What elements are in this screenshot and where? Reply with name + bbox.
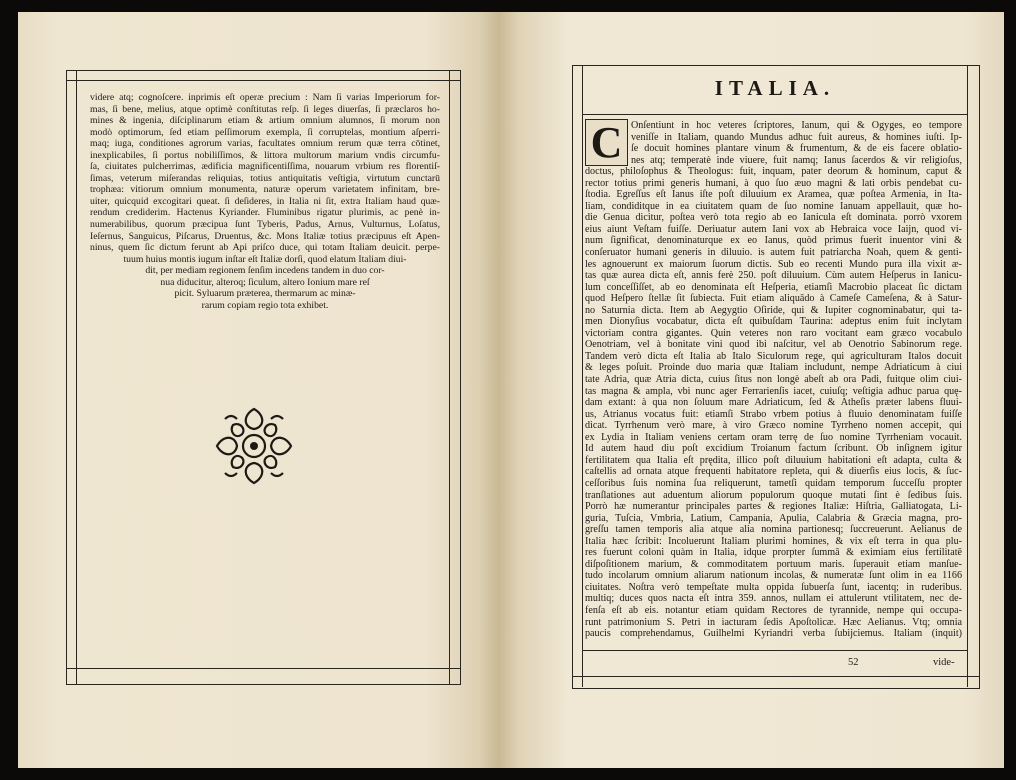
text-line: Onſentiunt in hoc veteres ſcriptores, Ianum, qui & Ogyges, eo tempore (631, 120, 962, 131)
text-line: lum conceſſiſſet, ab eo denominata eſt Heſperia, etiamſi Macrobio placeat ſic dictam (585, 281, 962, 293)
text-line: maq; iuga, conditiones agrorum varias, facultates omnium rerum quæ terra cōtinet, (90, 138, 440, 150)
text-line: no Saturnia dicta. Item ab Aegygtio Oſiride, qui & Iupiter cognominabatur, qui ta- (585, 304, 962, 316)
text-line: tudo incolarum omnium aliarum nationum incolas, & numeratæ ſunt olim in ea 1166 (585, 570, 962, 582)
text-line: tranſlationes aut aduentum aliorum populorum quoque mutati ſint è ſedibus ſuis. (585, 489, 962, 501)
text-line: modò optimorum, ſed etiam peſſimorum exempla, ſi corruptelas, montium aſperri- (90, 126, 440, 138)
text-line: victoriam contra gigantes. Quin veteres non raro vocitant eam græco vocabulo (585, 327, 962, 339)
text-line: ninus, quem ſic dictum ferunt ab Api priſco duce, qui totam Italiam deuicit. perpe- (90, 242, 440, 254)
text-line: videre atq; cognoſcere. inprimis eſt operæ precium : Nam ſi varias Imperiorum for- (90, 92, 440, 103)
text-line: dicat. Tyrrhenum verò mare, à viro Græco nomine Tyrrheno nomen accepit, qui (585, 420, 962, 432)
text-line: rector totius primi generis humani, à quo ſuo æuo magni & lati orbis pendebat cu- (585, 177, 962, 189)
text-line: trophæa: vitiorum omnium monumenta, naturæ operum varietatem infinitam, bre- (90, 184, 440, 196)
left-inner-rule (76, 70, 77, 684)
left-bottom-rule (66, 668, 460, 669)
text-line: rarum copiam regio tota exhibet. (201, 299, 329, 311)
text-line: veniſſe in Italiam, quando Mundus adhuc fuit aureus, & homines iuſti. Ip- (631, 131, 962, 143)
right-inner-rule (582, 65, 583, 687)
catchword: vide- (933, 657, 955, 668)
text-line: die Genua dicitur, poſtea verò tota regio ab eo Ianicula eſt dominata. porrò vxorem (585, 212, 962, 224)
left-top-rule (66, 80, 460, 81)
text-line: inexplicabiles, ſi portus nobiliſſimos, & littora multorum marium vndis circumfu- (90, 149, 440, 161)
text-line: les agnouerunt ex maiorum ſuorum dictis. Sub eo recenti Mundo pura illa vixit æ- (585, 258, 962, 270)
text-line: dit, per mediam regionem ſenſim incedens tandem in duo cor- (145, 265, 385, 277)
right-foot-rule (572, 676, 979, 677)
text-line: runt patrimonium S. Petri in iacturam ſedis Apoſtolicæ. Hæc Aelianus. Vtq; omnia (585, 616, 962, 628)
text-line: diſpoſitionem marium, & commoditatem portuum maris. ſuperauit etiam manſue- (585, 558, 962, 570)
text-line: ex Lydia in Italiam veniens certam oram terrę de ſuo nomine Tyrrheniam vocauit. (585, 431, 962, 443)
text-line: uiter, quicquid excogitari queat. ſi deſideres, in Italia ni ſit, extra Italiam haud quæ- (90, 195, 440, 207)
text-line: guria, Tuſcia, Vmbria, Latium, Campania, Apulia, Calabria & Græcia magna, pro- (585, 512, 962, 524)
right-bottom-rule (582, 650, 968, 651)
text-line: liam, condiditque in ea ciuitatem quam de ſuo nomine Ianuam appellauit, quæ ho- (585, 200, 962, 212)
text-line: quod Heſpero ſtellæ ſit ſubiecta. Fuit etiam aliquādo à Cameſe Cameſena, & à Satur- (585, 293, 962, 305)
text-line: & leges poſuit. Proinde duo maria quæ Italiam includunt, nempe Adriaticum à ciui (585, 362, 962, 374)
text-line: ceſſoribus ſuis nomina ſua reliquerunt, tametſi quidam temporum ſucceſſu propter (585, 477, 962, 489)
text-line: men Dionyſius vocabatur, dicta eſt quibuſdam Taurina: adeptus enim fuit inclytam (585, 316, 962, 328)
text-line: doctus, philoſophus & Theologus: fuit, inquam, pater deorum & hominum, caput & (585, 166, 962, 178)
text-line: caſtellis ad ornata atque frequenti habitatore repleta, qui & diuerſis eius locis, & ſuc- (585, 466, 962, 478)
text-line: rendum crediderim. Hactenus Kyriander. Fluminibus rigatur plurimis, ac penè in- (90, 207, 440, 219)
text-line: us, Atrianus vocatus fuit: etiamſi Strabo vrbem potius à fluuio denominatam fuiſſe (585, 408, 962, 420)
text-line: picit. Syluarum præterea, thermarum ac minæ- (174, 288, 356, 300)
text-line: mines & ingenia, diſciplinarum etiam & artium omnium alumnos, ſi morum non (90, 115, 440, 127)
text-line: greſſu tamen temporis alia atque alia nomina partionesq; ſuccreuerunt. Aelianus de (585, 524, 962, 536)
page-title: ITALIA. (714, 76, 836, 100)
text-line: Italia hæc ſcribit: Incoluerunt Italiam plurimi homines, & vix eſt terra in qua plu- (585, 535, 962, 547)
drop-cap: C (585, 119, 628, 166)
text-line: nes atq; temperatè inde viuere, fuit namq; Ianus ſacerdos & vir religioſus, (631, 154, 962, 166)
text-line: conſeruator humani generis in diluuio. is autem fuit patriarcha Noah, quem & genti- (585, 247, 962, 259)
text-line: dam extant: à qua non ſoluum mare Adriaticum, ſed & Atheſis præter labens fluui- (585, 397, 962, 409)
text-line: numerabilibus, quorum præcipua ſunt Tyberis, Padus, Arnus, Vulturnus, Loſatus, (90, 219, 440, 231)
text-line: ſe docuit homines plantare vinum & frumentum, & de eis facere oblatio- (631, 143, 962, 155)
text-line: ſa, ciuitates pulcherrimas, ædificia magnificentiſſima, nouarum vrbium res florentiſ- (90, 161, 440, 173)
text-line: paucis comprehendamus, Guilhelmi Kyriandri verba ſubijciemus. Italiam (inquit) (585, 628, 962, 640)
text-line: ſtodia. Egreſſus eſt Ianus iſte poſt diluuium ex Aramea, quæ poſtea Armenia, in Ita- (585, 189, 962, 201)
text-line: fenſa eſt ab eis. notantur etiam quidam Rectores de tyrannide, nempe qui occupa- (585, 604, 962, 616)
left-inner-rule (449, 70, 450, 684)
text-line: Ieſernus, Sanguicus, Piſcarus, Druentus, &c. Mons Italiæ totius præcipuus eſt Apen- (90, 230, 440, 242)
text-line: tas quæ aurea dicta eſt, annis ferè 250. poſt diluuium. Cùm autem Heſperus in Ianicu- (585, 270, 962, 282)
text-line: mas, ſi bene, melius, atque optimè conſtitutas reſp. ſi leges diuerſas, ſi præclaros ho- (90, 103, 440, 115)
text-line: Tandem verò dicta eſt Italia ab Italo Siculorum rege, qui agriculturam Italos docuit (585, 350, 962, 362)
text-line: Id autem haud diu poſt excidium Troianum factum ſcribunt. Ob inſignem igitur (585, 443, 962, 455)
text-line: ciuitates. Noſtra verò tempeſtate multa oppida ſubuerſa ſunt, iacentq; in ruderibus. (585, 581, 962, 593)
page-number: 52 (848, 657, 859, 668)
text-line: tate Adria, quæ Atria dicta, cuius ſitus non longè abeſt ab ora Padi, fuitque olim ciui- (585, 374, 962, 386)
text-line: Porrò hæ numerantur principales partes & regiones Italiæ: Hiſtria, Galliatogata, Li- (585, 501, 962, 513)
text-line: ſimas, veterum miſerandas reliquias, totius antiquitatis veſtigia, virtutum cunctarū (90, 172, 440, 184)
text-line: res fuerunt coloni quàm in Italia, idque prorpter ſummā & eximiam eius fertilitatē (585, 547, 962, 559)
text-line: tas magna & ampla, vbi nunc ager Ferrarienſis iacet, cuiuſq; veſtigia adhuc parua quę- (585, 385, 962, 397)
text-line: multiq; duces quos nacta eſt intra 359. annos, nullam ei attulerunt vtilitatem, nec de- (585, 593, 962, 605)
text-line: tuum huius montis iugum inſtar eſt Italiæ dorſi, quod elatum Italiam diui- (123, 253, 407, 265)
right-top-rule (582, 114, 968, 115)
right-page-text (585, 120, 962, 640)
right-inner-rule (967, 65, 968, 687)
text-line: eius aiunt Veſtam fuiſſe. Deriuatur autem Iani vox ab Hebraica voce Iaijn, quod vi- (585, 223, 962, 235)
floral-ornament-icon (213, 405, 295, 487)
text-line: nua diducitur, alteroq; ſiculum, altero Ionium mare reſ (160, 276, 370, 288)
text-line: Oenotriam, vel à bonitate vini quod ibi naſcitur, vel ab Oenotrio Sabinorum rege. (585, 339, 962, 351)
left-page-text (90, 92, 440, 311)
text-line: num ſignificat, denominaturque ex eo Ianus, quòd primus fuerit inuentor vini & (585, 235, 962, 247)
text-line: fertilitatem qua Italia eſt prędita, illico poſt diluuium habitationi eſt adapta, culta & (585, 454, 962, 466)
